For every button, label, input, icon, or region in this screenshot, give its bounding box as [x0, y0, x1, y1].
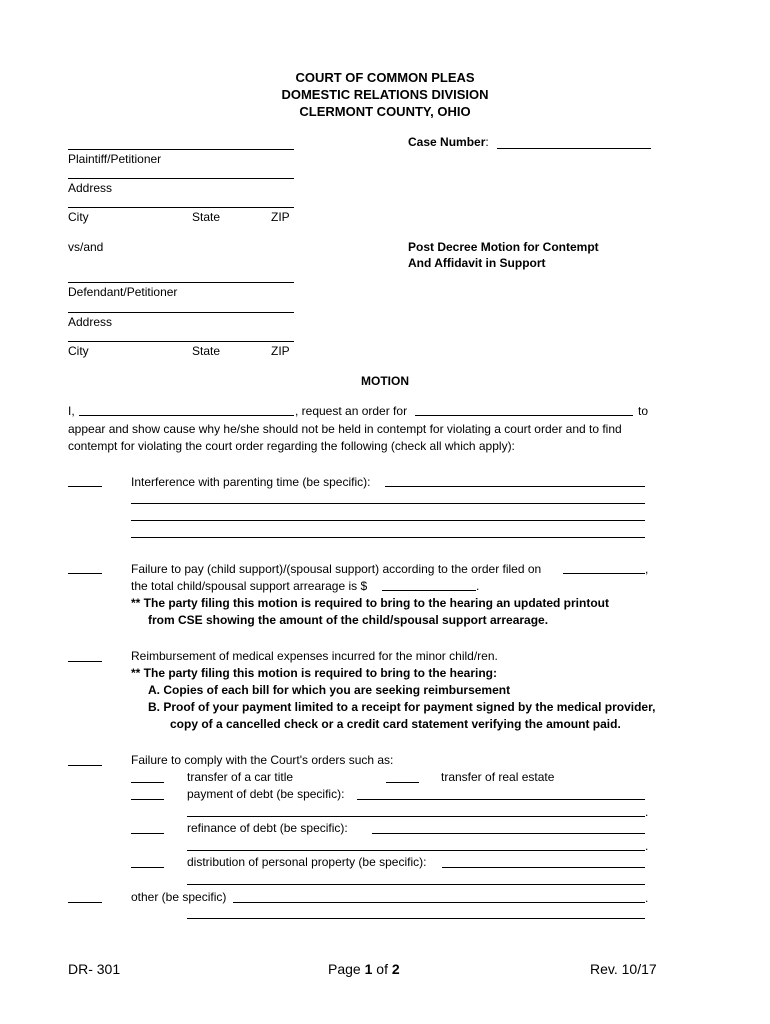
- division-name: DOMESTIC RELATIONS DIVISION: [281, 87, 489, 102]
- defendant-name-line[interactable]: [68, 282, 294, 283]
- comply-checkbox-line[interactable]: [68, 765, 102, 766]
- other-period: .: [645, 891, 649, 905]
- case-number-colon: :: [485, 135, 489, 149]
- revision-date: Rev. 10/17: [590, 961, 657, 977]
- other-label: other (be specific): [131, 890, 227, 904]
- form-title-line2: And Affidavit in Support: [408, 256, 546, 270]
- support-note-line2: from CSE showing the amount of the child/spousal support arrearage.: [148, 613, 549, 627]
- case-number-field[interactable]: [497, 148, 651, 149]
- medical-checkbox-line[interactable]: [68, 661, 102, 662]
- page-of: of: [372, 961, 392, 977]
- car-title-checkbox-line[interactable]: [131, 782, 164, 783]
- page-total: 2: [391, 961, 400, 977]
- parenting-checkbox-line[interactable]: [68, 486, 102, 487]
- parenting-detail-line3[interactable]: [131, 520, 645, 521]
- parenting-label: Interference with parenting time (be specific):: [131, 475, 371, 489]
- medical-note-b1: B. Proof of your payment limited to a receipt for payment signed by the medical provider,: [148, 700, 656, 714]
- arrearage-label: the total child/spousal support arrearage is $: [131, 579, 368, 593]
- debt-payment-period: .: [645, 805, 649, 819]
- movant-name-field[interactable]: [79, 415, 294, 416]
- plaintiff-state-label: State: [192, 210, 221, 224]
- personal-property-label: distribution of personal property (be specific):: [187, 855, 427, 869]
- other-detail-line1[interactable]: [233, 902, 645, 903]
- medical-label: Reimbursement of medical expenses incurred for the minor child/ren.: [131, 649, 498, 663]
- defendant-address-label: Address: [68, 315, 113, 329]
- car-title-label: transfer of a car title: [187, 770, 294, 784]
- parenting-detail-line1[interactable]: [385, 486, 645, 487]
- debt-refinance-label: refinance of debt (be specific):: [187, 821, 348, 835]
- motion-text-line3: contempt for violating the court order regarding the following (check all which apply):: [68, 439, 515, 453]
- medical-note-a: A. Copies of each bill for which you are seeking reimbursement: [148, 683, 511, 697]
- plaintiff-city-label: City: [68, 210, 89, 224]
- motion-intro-mid: , request an order for: [295, 404, 408, 418]
- plaintiff-name-line[interactable]: [68, 149, 294, 150]
- motion-intro-start: I,: [68, 404, 75, 418]
- court-name: COURT OF COMMON PLEAS: [295, 70, 475, 85]
- defendant-address-line[interactable]: [68, 312, 294, 313]
- respondent-name-field[interactable]: [415, 415, 633, 416]
- county-name: CLERMONT COUNTY, OHIO: [299, 104, 471, 119]
- plaintiff-label: Plaintiff/Petitioner: [68, 152, 162, 166]
- form-id: DR- 301: [68, 961, 121, 977]
- medical-note: ** The party filing this motion is required to bring to the hearing:: [131, 666, 498, 680]
- personal-property-detail-line2[interactable]: [187, 884, 645, 885]
- medical-note-b2: copy of a cancelled check or a credit card statement verifying the amount paid.: [170, 717, 621, 731]
- support-label: Failure to pay (child support)/(spousal support) according to the order filed on: [131, 562, 542, 576]
- debt-refinance-detail-line1[interactable]: [372, 833, 645, 834]
- case-number-text: Case Number: [408, 135, 486, 149]
- arrearage-period: .: [476, 579, 480, 593]
- real-estate-label: transfer of real estate: [441, 770, 555, 784]
- parenting-detail-line4[interactable]: [131, 537, 645, 538]
- page-prefix: Page: [328, 961, 365, 977]
- debt-payment-label: payment of debt (be specific):: [187, 787, 345, 801]
- vs-label: vs/and: [68, 240, 104, 254]
- plaintiff-address-label: Address: [68, 181, 113, 195]
- case-number-label: [408, 135, 489, 149]
- form-title-line1: Post Decree Motion for Contempt: [408, 240, 599, 254]
- debt-payment-detail-line2[interactable]: [187, 816, 645, 817]
- defendant-label: Defendant/Petitioner: [68, 285, 178, 299]
- debt-payment-detail-line1[interactable]: [357, 799, 645, 800]
- defendant-city-line[interactable]: [68, 341, 294, 342]
- debt-refinance-checkbox-line[interactable]: [131, 833, 164, 834]
- debt-refinance-period: .: [645, 839, 649, 853]
- defendant-zip-label: ZIP: [271, 344, 290, 358]
- arrearage-amount-field[interactable]: [382, 590, 476, 591]
- real-estate-checkbox-line[interactable]: [386, 782, 419, 783]
- comply-label: Failure to comply with the Court's orders such as:: [131, 753, 394, 767]
- support-note-line1: ** The party filing this motion is required to bring to the hearing an updated printout: [131, 596, 610, 610]
- page-indicator: [328, 961, 400, 977]
- defendant-city-label: City: [68, 344, 89, 358]
- page-current: 1: [364, 961, 373, 977]
- motion-intro-end: to: [638, 404, 649, 418]
- order-date-field[interactable]: [563, 573, 645, 574]
- plaintiff-address-line[interactable]: [68, 178, 294, 179]
- motion-heading: MOTION: [361, 374, 409, 388]
- personal-property-detail-line1[interactable]: [442, 867, 645, 868]
- debt-refinance-detail-line2[interactable]: [187, 850, 645, 851]
- debt-payment-checkbox-line[interactable]: [131, 799, 164, 800]
- other-checkbox-line[interactable]: [68, 902, 102, 903]
- plaintiff-city-line[interactable]: [68, 207, 294, 208]
- support-comma: ,: [645, 562, 649, 576]
- plaintiff-zip-label: ZIP: [271, 210, 290, 224]
- motion-text-line2: appear and show cause why he/she should not be held in contempt for violating a court order and to find: [68, 422, 622, 436]
- parenting-detail-line2[interactable]: [131, 503, 645, 504]
- defendant-state-label: State: [192, 344, 221, 358]
- support-checkbox-line[interactable]: [68, 573, 102, 574]
- personal-property-checkbox-line[interactable]: [131, 867, 164, 868]
- other-detail-line2[interactable]: [187, 918, 645, 919]
